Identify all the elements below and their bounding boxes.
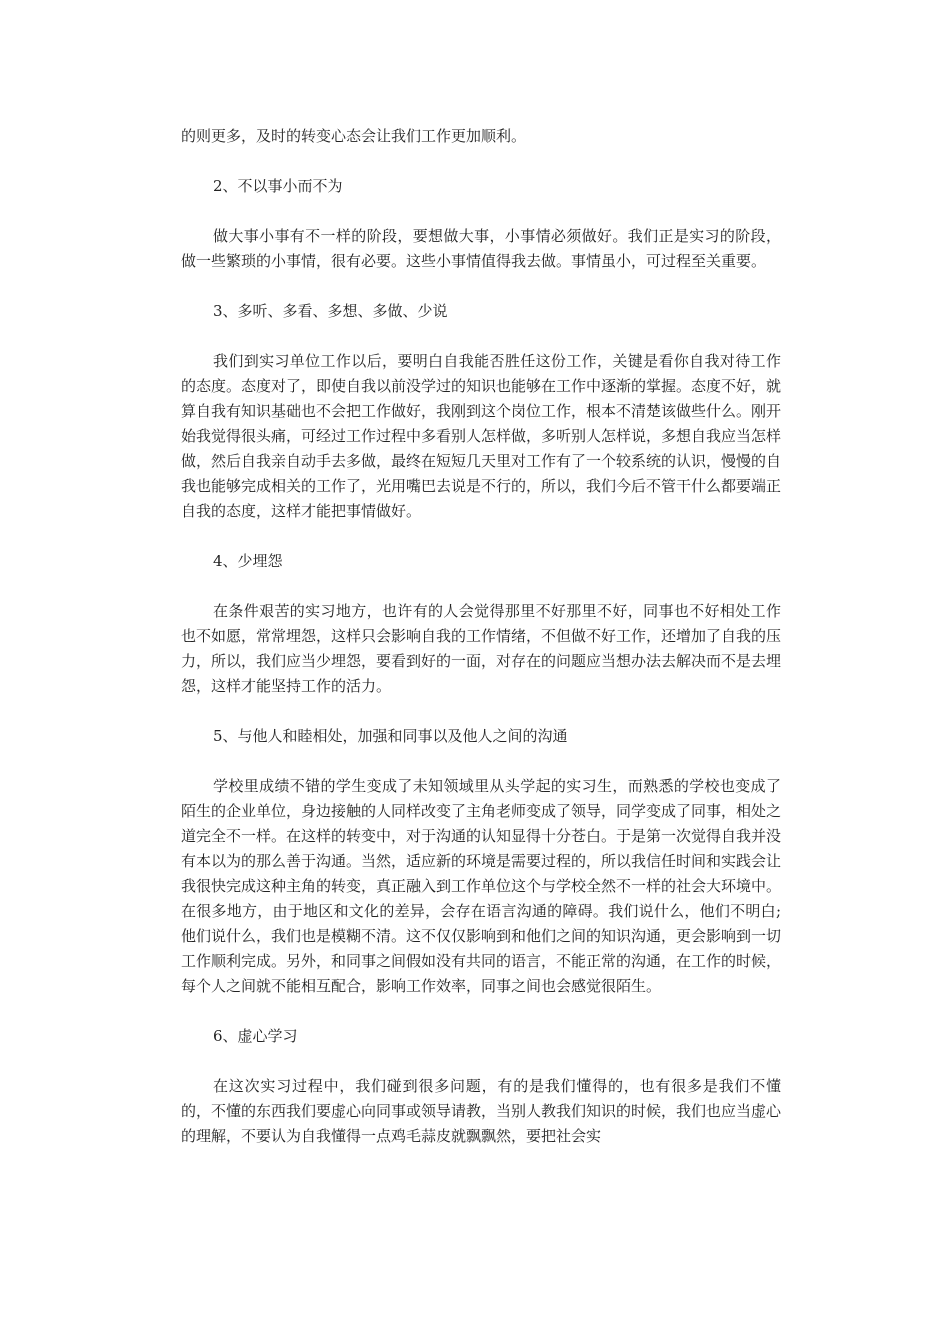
spacer [181,999,781,1024]
spacer [181,199,781,224]
document-page [181,124,781,1149]
paragraph-section-5: 学校里成绩不错的学生变成了未知领域里从头学起的实习生，而熟悉的学校也变成了陌生的企业单位，身边接触的人同样改变了主角老师变成了领导，同学变成了同事，相处之道完全不一样。在这样的转变中，对于沟通的认知显得十分苍白。于是第一次觉得自我并没有本以为的那么善于沟通。当然，适应新的环境是需要过程的，所以我信任时间和实践会让我很快完成这种主角的转变，真正融入到工作单位这个与学校全然不一样的社会大环境中。在很多地方，由于地区和文化的差异，会存在语言沟通的障碍。我们说什么，他们不明白;他们说什么，我们也是模糊不清。这不仅仅影响到和他们之间的知识沟通，更会影响到一切工作顺利完成。另外，和同事之间假如没有共同的语言，不能正常的沟通，在工作的时候，每个人之间就不能相互配合，影响工作效率，同事之间也会感觉很陌生。 [181,777,782,995]
section-heading-6: 6、虚心学习 [213,1027,298,1045]
spacer [181,524,781,549]
section-heading-4: 4、少埋怨 [213,552,283,570]
paragraph-intro: 的则更多，及时的转变心态会让我们工作更加顺利。 [181,127,527,145]
paragraph-section-3: 我们到实习单位工作以后，要明白自我能否胜任这份工作，关键是看你自我对待工作的态度。态度对了，即使自我以前没学过的知识也能够在工作中逐渐的掌握。态度不好，就算自我有知识基础也不会把工作做好，我刚到这个岗位工作，根本不清楚该做些什么。刚开始我觉得很头痛，可经过工作过程中多看别人怎样做，多听别人怎样说，多想自我应当怎样做，然后自我亲自动手去多做，最终在短短几天里对工作有了一个较系统的认识，慢慢的自我也能够完成相关的工作了，光用嘴巴去说是不行的，所以，我们今后不管干什么都要端正自我的态度，这样才能把事情做好。 [181,352,782,520]
spacer [181,324,781,349]
spacer [181,699,781,724]
paragraph-section-6: 在这次实习过程中，我们碰到很多问题，有的是我们懂得的，也有很多是我们不懂的，不懂的东西我们要虚心向同事或领导请教，当别人教我们知识的时候，我们也应当虚心的理解，不要认为自我懂得一点鸡毛蒜皮就飘飘然，要把社会实 [181,1077,782,1145]
spacer [181,574,781,599]
paragraph-section-4: 在条件艰苦的实习地方，也许有的人会觉得那里不好那里不好，同事也不好相处工作也不如愿，常常埋怨，这样只会影响自我的工作情绪，不但做不好工作，还增加了自我的压力，所以，我们应当少埋怨，要看到好的一面，对存在的问题应当想办法去解决而不是去埋怨，这样才能坚持工作的活力。 [181,602,782,695]
section-heading-5: 5、与他人和睦相处，加强和同事以及他人之间的沟通 [213,727,568,745]
spacer [181,749,781,774]
spacer [181,274,781,299]
section-heading-2: 2、不以事小而不为 [213,177,343,195]
spacer [181,1049,781,1074]
paragraph-section-2: 做大事小事有不一样的阶段，要想做大事，小事情必须做好。我们正是实习的阶段，做一些繁琐的小事情，很有必要。这些小事情值得我去做。事情虽小，可过程至关重要。 [181,227,781,270]
spacer [181,149,781,174]
section-heading-3: 3、多听、多看、多想、多做、少说 [213,302,448,320]
